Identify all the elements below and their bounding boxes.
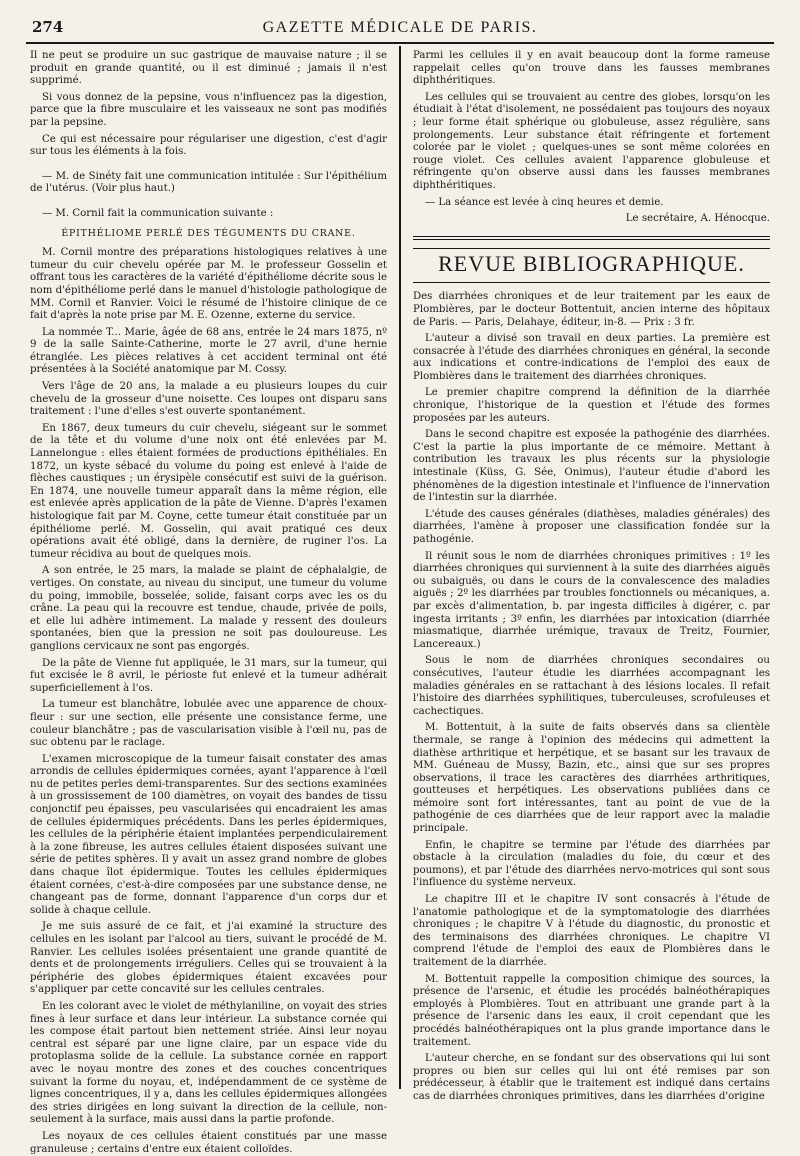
paragraph: Le premier chapitre comprend la définition de la diarrhée chronique, l'historique de la question et l'étude des formes proposées par les auteurs. [412,387,770,424]
paragraph: M. Bottentuit rappelle la composition chimique des sources, la présence de l'arsenic, et étudie les procédés balnéothérapiques employés à Plombières. Tout en attribuant une grande part à la présence de l'arsenic dans les eaux, il croit cependant que les procédés balnéothérapiques ont la plus grande importance dans le traitement. [412,973,770,1048]
paragraph: Je me suis assuré de ce fait, et j'ai examiné la structure des cellules en les isolant par l'alcool au tiers, suivant le procédé de M. Ranvier. Les cellules isolées présentaient une grande quantité de dents et de prolongements irréguliers. Celles qui se trouvaient à la périphérie des globes épidermiques étaient excavées pour s'appliquer par cette concavité sur les cellules centrales. [30,921,388,996]
revue-title-box [413,248,770,284]
paragraph: De la pâte de Vienne fut appliquée, le 31 mars, sur la tumeur, qui fut excisée le 8 avril, le périoste fut enlevé et la tumeur adhérait superficiellement à l'os. [30,657,388,694]
paragraph: Les cellules qui se trouvaient au centre des globes, lorsqu'on les étudiait à l'état d'isolement, ne possédaient pas toujours des noyaux ; leur forme était sphérique ou globuleuse, assez régulière, sans prolongements. Leur substance était réfringente et fortement colorée par le violet ; quelques-unes se sont même colorées en rouge violet. Ces cellules avaient l'apparence globuleuse et réfringente qu'on observe aussi dans les fausses membranes diphthéritiques. [412,91,770,191]
paragraph: Le chapitre III et le chapitre IV sont consacrés à l'étude de l'anatomie pathologique et de la symptomatologie des diarrhées chroniques ; le chapitre V à l'étude du diagnostic, du pronostic et des terminaisons des diarrhées chroniques. Le chapitre VI comprend l'étude de l'emploi des eaux de Plombières dans le traitement de la diarrhée. [412,894,770,968]
paragraph: Enfin, le chapitre se termine par l'étude des diarrhées par obstacle à la circulation (maladies du foie, du cœur et des poumons), et par l'étude des diarrhées nervo-motrices qui sont sous l'influence du système nerveux. [412,839,770,889]
left-column [26,44,399,1155]
book-reference: Des diarrhées chroniques et de leur traitement par les eaux de Plombières, par le docteur Bottentuit, ancien interne des hôpitaux de Paris. — Paris, Delahaye, éditeur, in-8. — Prix : 3 fr. [412,291,770,328]
page-header [26,12,774,44]
secretary-signature: Le secrétaire, A. Hénocque. [625,213,770,225]
paragraph: Ce qui est nécessaire pour régulariser une digestion, c'est d'agir sur tous les éléments à la fois. [30,133,388,158]
paragraph: L'étude des causes générales (diathèses, maladies générales) des diarrhées, l'amène à proposer une classification fondée sur la pathogénie. [412,508,770,545]
revue-title: REVUE BIBLIOGRAPHIQUE. [438,250,745,276]
page-number: 274 [32,18,64,36]
section-subheading: ÉPITHÉLIOME PERLÉ DES TÉGUMENTS DU CRANE. [61,227,356,239]
section-divider [413,236,770,240]
paragraph: L'examen microscopique de la tumeur faisait constater des amas arrondis de cellules épidermiques cornées, ayant l'apparence à l'œil nu de petites perles demi-transparentes. Sur des sections examinées à un grossissement de 100 diamètres, on voyait des bandes de tissu conjonctif peu épaisses, peu vascularisées qui encadraient les amas de cellules épidermiques précédents. Dans les perles épidermiques, les cellules de la périphérie étaient implantées perpendiculairement à la zone fibreuse, les autres cellules étaient disposées suivant une série de petites sphères. Il y avait un assez grand nombre de globes dans chaque îlot épidermique. Toutes les cellules épidermiques étaient cornées, c'est-à-dire composées par une substance dense, ne changeant pas de forme, donnant l'apparence d'un corps dur et solide à chaque cellule. [30,753,388,916]
paragraph: Dans le second chapitre est exposée la pathogénie des diarrhées. C'est la partie la plus importante de ce mémoire. Mettant à contribution les travaux les plus récents sur la physiologie intestinale (Küss, G. Sée, Onimus), l'auteur étudie d'abord les phénomènes de la digestion intestinale et l'influence de l'innervation de l'intestin sur la diarrhée. [412,429,770,504]
paragraph: Il ne peut se produire un suc gastrique de mauvaise nature ; il se produit en grande quantité, ou il est diminué ; jamais il n'est supprimé. [30,50,388,87]
paragraph: Si vous donnez de la pepsine, vous n'influencez pas la digestion, parce que la fibre musculaire et les vaisseaux ne sont pas modifiés par la pepsine. [30,91,388,128]
paragraph: — M. Cornil fait la communication suivante : [42,207,274,219]
paragraph: M. Bottentuit, à la suite de faits observés dans sa clientèle thermale, se range à l'opinion des médecins qui admettent la diathèse arthritique et herpétique, et se basant sur les travaux de MM. Guéneau de Mussy, Bazin, etc., ainsi que sur ses propres observations, il trace les caractères des diarrhées arthritiques, goutteuses et herpétiques. Les observations publiées dans ce mémoire sont fort intéressantes, tant au point de vue de la pathogénie de ces diarrhées que de leur rapport avec la maladie principale. [412,722,770,835]
paragraph: M. Cornil montre des préparations histologiques relatives à une tumeur du cuir chevelu opérée par M. le professeur Gosselin et offrant tous les caractères de la variété d'épithéliome décrite sous le nom d'épithéliome perlé dans le manuel d'histologie pathologique de MM. Cornil et Ranvier. Voici le résumé de l'histoire clinique de ce fait d'après la note prise par M. E. Ozenne, externe du service. [30,247,388,322]
paragraph: En les colorant avec le violet de méthylaniline, on voyait des stries fines à leur surface et dans leur intérieur. La substance cornée qui les compose était partout bien nettement striée. Ainsi leur noyau central est séparé par une ligne claire, par un espace vide du protoplasma solide de la cellule. La substance cornée en rapport avec le noyau montre des zones et des couches concentriques suivant la forme du noyau, et, indépendamment de ce système de lignes concentriques, il y a, dans les cellules épidermiques allongées des stries dirigées en long suivant la direction de la cellule, non-seulement à la surface, mais aussi dans la partie profonde. [30,1000,388,1126]
paragraph: A son entrée, le 25 mars, la malade se plaint de céphalalgie, de vertiges. On constate, au niveau du sinciput, une tumeur du volume du poing, immobile, bosselée, solide, faisant corps avec les os du crâne. La peau qui la recouvre est tendue, chaude, privée de poils, et elle lui adhère intimement. La malade y ressent des douleurs spontanées, bien que la pression ne soit pas douloureuse. Les ganglions cervicaux ne sont pas engorgés. [30,565,388,652]
paragraph: Vers l'âge de 20 ans, la malade a eu plusieurs loupes du cuir chevelu de la grosseur d'une noisette. Ces loupes ont disparu sans traitement : l'une d'elles s'est ouverte spontanément. [30,381,388,418]
paragraph: L'auteur a divisé son travail en deux parties. La première est consacrée à l'étude des diarrhées chroniques en général, la seconde aux indications et contre-indications de l'emploi des eaux de Plombières dans le traitement des diarrhées chroniques. [412,333,770,382]
paragraph: — La séance est levée à cinq heures et demie. [424,196,664,208]
text-columns [26,44,774,1155]
paragraph: La nommée T... Marie, âgée de 68 ans, entrée le 24 mars 1875, nº 9 de la salle Sainte-Catherine, morte le 27 avril, d'une hernie étranglée. Les pièces relatives à cet accident terminal ont été présentées à la Société anatomique par M. Cossy. [30,326,388,376]
paragraph: La tumeur est blanchâtre, lobulée avec une apparence de choux-fleur : sur une section, elle présente une consistance ferme, une couleur blanchâtre ; pas de vascularisation visible à l'œil nu, pas de suc obtenu par le raclage. [30,699,388,749]
paragraph: Sous le nom de diarrhées chroniques secondaires ou consécutives, l'auteur étudie les diarrhées accompagnant les maladies générales en se rattachant à des lésions locales. Il refait l'histoire des diarrhées syphilitiques, tuberculeuses, scrofuleuses et cachectiques. [412,655,770,717]
paragraph: — M. de Sinéty fait une communication intitulée : Sur l'épithélium de l'utérus. (Voir plus haut.) [30,170,388,195]
paragraph: Les noyaux de ces cellules étaient constitués par une masse granuleuse ; certains d'entre eux étaient colloïdes. [30,1130,388,1155]
paragraph: Il réunit sous le nom de diarrhées chroniques primitives : 1º les diarrhées chroniques qui surviennent à la suite des diarrhées aiguës ou subaiguës, ou dans le cours de la convalescence des maladies aiguës ; 2º les diarrhées par troubles fonctionnels ou mécaniques, a. par excès d'alimentation, b. par ingesta difficiles à digérer, c. par ingesta irritants ; 3º enfin, les diarrhées par intoxication (diarrhée miasmatique, diarrhée urémique, travaux de Treitz, Fournier, Lancereaux.) [412,550,770,650]
paragraph: En 1867, deux tumeurs du cuir chevelu, siégeant sur le sommet de la tête et du volume d'une noix ont été enlevées par M. Lannelongue : elles étaient formées de productions épithéliales. En 1872, un kyste sébacé du volume du poing est enlevé à l'aide de flèches caustiques ; un érysipèle consécutif est suivi de la guérison. En 1874, une nouvelle tumeur apparaît dans la même région, elle est enlevée après application de la pâte de Vienne. D'après l'examen histologique fait par M. Coyne, cette tumeur était constituée par un épithéliome perlé. M. Gosselin, qui avait pratiqué ces deux opérations avait été obligé, dans la dernière, de ruginer l'os. La tumeur récidiva au bout de quelques mois. [30,422,388,560]
journal-title: GAZETTE MÉDICALE DE PARIS. [262,19,538,36]
paragraph: L'auteur cherche, en se fondant sur des observations qui lui sont propres ou bien sur celles qui lui ont été remises par son prédécesseur, à établir que le traitement est indiqué dans certains cas de diarrhées chroniques primitives, dans les diarrhées d'origine [412,1053,770,1102]
right-column [401,44,774,1102]
paragraph: Parmi les cellules il y en avait beaucoup dont la forme rameuse rappelait celles qu'on trouve dans les fausses membranes diphthéritiques. [412,50,770,87]
